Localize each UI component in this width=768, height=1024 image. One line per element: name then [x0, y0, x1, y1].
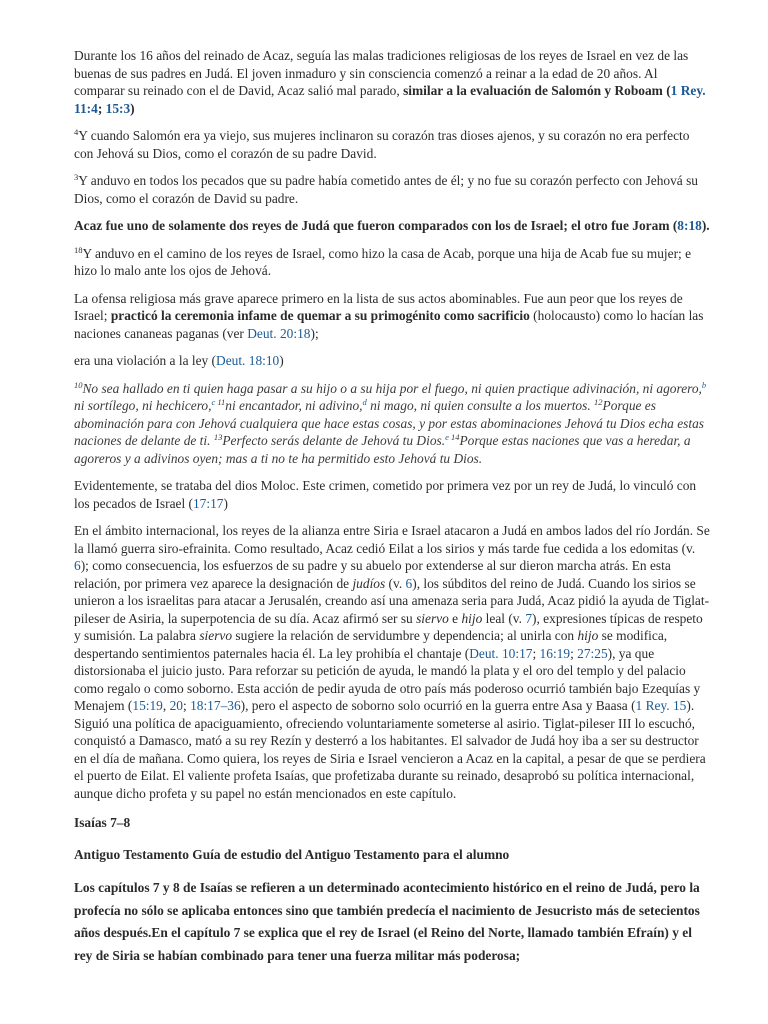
- ref-15-19[interactable]: 15:19: [132, 698, 163, 713]
- intl-text: ), pero el aspecto de soborno solo ocurrió en la guerra entre Asa y Baasa (: [240, 698, 636, 713]
- ref-separator: ;: [532, 645, 540, 661]
- intl-text: En el ámbito internacional, los reyes de la alianza entre Siria e Israel atacaron a Judá en ambos lados del río Jordán. Se la llamó guerra siro-efrainita. Como resultado, Acaz cedió Eilat a los sirios y más tarde fue cedida a los edomitas (v.: [74, 523, 710, 556]
- verse-text: Y anduvo en todos los pecados que su padre había cometido antes de él; y no fue su corazón perfecto con Jehová su Dios, como el corazón de David su padre.: [74, 173, 698, 206]
- offense-text: La ofensa religiosa más grave aparece primero en la lista de sus actos abominables. Fue aun peor que los reyes de Israel;: [74, 290, 683, 323]
- intl-text: leal (v.: [482, 610, 526, 626]
- verse-number: 14: [448, 432, 460, 442]
- verse-quote-2: [74, 172, 710, 207]
- ref-8-18[interactable]: 8:18: [677, 218, 702, 233]
- ref-17-17[interactable]: 17:17: [192, 495, 224, 511]
- international-paragraph: [74, 522, 710, 802]
- ref-1-rey-15[interactable]: 1 Rey. 15: [635, 698, 687, 713]
- verse-number: 18: [74, 244, 83, 255]
- verse-text: Y anduvo en el camino de los reyes de Israel, como hizo la casa de Acab, porque una hija de Acab fue su mujer; e hizo lo malo ante los ojos de Jehová.: [74, 245, 692, 278]
- italic-term: siervo: [416, 610, 449, 626]
- verse-number: 11: [215, 397, 226, 407]
- intl-text: ), expresiones típicas de respeto y sumisión. La palabra: [74, 610, 703, 643]
- verse-number: 3: [74, 172, 79, 182]
- quote-text: ni sortílego, ni hechicero,: [74, 398, 212, 413]
- ref-16-19[interactable]: 16:19: [539, 645, 571, 661]
- ref-separator: ;: [570, 645, 578, 661]
- intro-paren-close: ): [130, 100, 135, 116]
- intro-text: Durante los 16 años del reinado de Acaz, seguía las malas tradiciones religiosas de los reyes de Israel en vez de las buenas de sus padres en Judá. El joven inmaduro y sin consciencia comenzó a reinar a la edad de 20 años. Al comparar su reinado con el de David, Acaz salió mal parado,: [74, 48, 689, 98]
- ref-18-17-36[interactable]: 18:17–36: [190, 698, 241, 713]
- italic-term: judíos: [352, 575, 386, 591]
- verse-number: 12: [594, 397, 603, 407]
- italic-term: hijo: [461, 610, 483, 626]
- intl-text: sugiere la relación de servidumbre y dependencia; al unirla con: [232, 628, 578, 643]
- intl-text: e: [448, 610, 462, 626]
- law-text: era una violación a la ley (: [74, 353, 217, 368]
- ref-separator: ;: [182, 698, 191, 713]
- law-violation-paragraph: [74, 352, 710, 370]
- verse-number: 13: [213, 432, 223, 442]
- deuteronomy-quote: [74, 380, 710, 468]
- ref-v-6[interactable]: 6: [74, 558, 81, 573]
- joram-close: ).: [701, 218, 710, 233]
- moloc-paragraph: [74, 477, 710, 512]
- moloc-text: Evidentemente, se trataba del dios Moloc. Este crimen, cometido por primera vez por un rey de Judá, lo vinculó con los pecados de Israel (: [74, 478, 697, 511]
- intl-text: (v.: [385, 575, 406, 591]
- footnote-marker[interactable]: d: [362, 397, 367, 407]
- intl-text: ), ya que distorsionaba el juicio justo. Para reforzar su petición de ayuda, le mandó la plata y el oro del templo y del palacio como regalo o como soborno. Esta acción de pedir ayuda de otro país más poderoso ocurrió también bajo Ezequías y Menajem (: [74, 645, 701, 713]
- verse-number: 10: [74, 379, 83, 390]
- footnote-marker[interactable]: e: [445, 432, 449, 442]
- quote-text: No sea hallado en ti quien haga pasar a su hijo o a su hija por el fuego, ni quien practique adivinación, ni agorero,: [82, 380, 702, 396]
- footnote-marker[interactable]: c: [211, 397, 216, 407]
- ref-v-6[interactable]: 6: [405, 575, 413, 591]
- offense-text-2: (holocausto) como lo hacían las naciones cananeas paganas (ver: [74, 308, 704, 341]
- intl-text: ); como consecuencia, los esfuerzos de su padre y su abuelo por extenderse al sur dieron marcha atrás. En esta relación, por primera vez aparece la designación de: [74, 558, 671, 591]
- study-guide-heading: Antiguo Testamento Guía de estudio del Antiguo Testamento para el alumno: [74, 846, 510, 862]
- document-body: [74, 47, 710, 967]
- joram-text: Acaz fue uno de solamente dos reyes de Judá que fueron comparados con los de Israel; el otro fue Joram (: [74, 218, 678, 233]
- joram-comparison-paragraph: [74, 217, 710, 235]
- section-heading: Isaías 7–8: [74, 815, 131, 830]
- intl-text: ), los súbditos del reino de Judá. Cuando los sirios se unieron a los israelitas para atacar a Jerusalén, creando así una amenaza seria para Judá, Acaz pidió la ayuda de Tiglat-pileser de Asiria, la superpotencia de su día. Acaz afirmó ser su: [74, 575, 710, 626]
- ref-separator: ,: [162, 698, 170, 713]
- intl-text: se modifica, despertando sentimientos paternales hacia él. La ley prohibía el chantaje (: [74, 628, 668, 661]
- italic-term: siervo: [199, 628, 233, 643]
- ref-deut-10-17[interactable]: Deut. 10:17: [469, 645, 533, 661]
- ref-v-7[interactable]: 7: [525, 610, 533, 626]
- quote-text: Perfecto serás delante de Jehová tu Dios.: [222, 433, 446, 448]
- law-close: ): [279, 353, 284, 368]
- offense-text-3: );: [310, 325, 319, 341]
- intro-paragraph: [74, 47, 710, 117]
- moloc-close: ): [223, 495, 228, 511]
- verse-text: Y cuando Salomón era ya viejo, sus mujeres inclinaron su corazón tras dioses ajenos, y su corazón no era perfecto con Jehová su Dios, como el corazón de su padre David.: [74, 128, 690, 161]
- ref-27-25[interactable]: 27:25: [577, 645, 608, 661]
- ref-deut-20-18[interactable]: Deut. 20:18: [247, 325, 311, 341]
- ref-deut-18-10[interactable]: Deut. 18:10: [216, 353, 280, 368]
- quote-text: Porque es abominación para con Jehová cualquiera que hace estas cosas, y por estas abominaciones Jehová tu Dios echa estas naciones de delante de ti.: [74, 398, 704, 448]
- quote-text: Porque estas naciones que vas a heredar, a agoreros y a adivinos oyen; mas a ti no te ha permitido esto Jehová tu Dios.: [74, 433, 691, 466]
- offense-paragraph: [74, 290, 710, 343]
- ref-20[interactable]: 20: [169, 698, 183, 713]
- chapters-intro-paragraph: Los capítulos 7 y 8 de Isaías se refieren a un determinado acontecimiento histórico en el reino de Judá, pero la profecía no sólo se aplicaba entonces sino que también predecía el nacimiento de Jesucristo más de setecientos años después.En el capítulo 7 se explica que el rey de Israel (el Reino del Norte, llamado también Efraín) y el rey de Siria se habían combinado para tener una fuerza militar más poderosa;: [74, 880, 700, 963]
- italic-term: hijo: [577, 628, 599, 643]
- ref-separator: ;: [97, 100, 106, 116]
- offense-bold: practicó la ceremonia infame de quemar a su primogénito como sacrificio: [110, 308, 530, 323]
- verse-quote-3: [74, 245, 710, 280]
- footnote-marker[interactable]: b: [701, 379, 707, 390]
- intl-text: ). Siguió una política de apaciguamiento, ofreciendo voluntariamente someterse al asirio. Tiglat-pileser III lo escuchó, conquistó a Damasco, mató a su rey Rezín y desterró a los habitantes. El salvador de Judá hoy iba a ser su destructor en el día de mañana. Como quiera, los reyes de Siria e Israel vencieron a Acaz en la capital, a pesar de que se perdiera el puerto de Eilat. El valiente profeta Isaías, que profetizaba durante su reinado, desaprobó su política internacional, aunque dicho profeta y su papel no están mencionados en este capítulo.: [74, 698, 706, 801]
- quote-text: ni mago, ni quien consulte a los muertos.: [366, 398, 595, 413]
- intro-bold: similar a la evaluación de Salomón y Roboam: [403, 83, 663, 98]
- ref-1-rey-11-4[interactable]: 1 Rey. 11:4: [74, 83, 706, 116]
- verse-number: 4: [74, 127, 79, 137]
- intro-paren-open: (: [666, 83, 671, 98]
- ref-15-3[interactable]: 15:3: [105, 100, 131, 116]
- verse-quote-1: [74, 127, 710, 162]
- quote-text: ni encantador, ni adivino,: [225, 398, 363, 413]
